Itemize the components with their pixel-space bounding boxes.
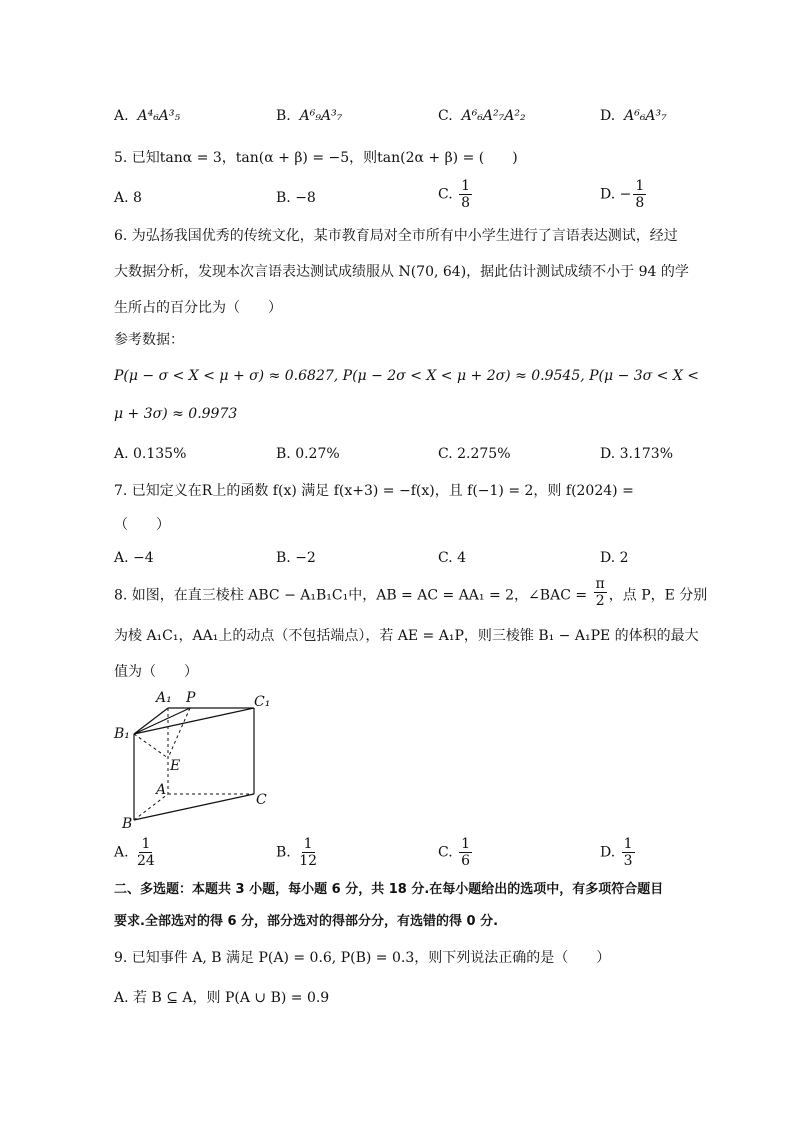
q8-option-b[interactable]: B. $\frac{1}{12}$ [276, 836, 318, 869]
angle-fraction: $\frac{\pi}{2}$ [595, 576, 605, 609]
label-a1: A₁ [156, 690, 172, 706]
q6-option-b[interactable]: B. 0.27% [276, 446, 340, 462]
q6-option-d[interactable]: D. 3.173% [600, 446, 674, 462]
q6-reference-data-1: P(μ − σ < X < μ + σ) ≈ 0.6827, P(μ − 2σ < X < μ + 2σ) ≈ 0.9545, P(μ − 3σ < X < [114, 368, 699, 384]
q8-stem-line3: 值为（ ） [114, 664, 198, 680]
q6-reference-data-2: μ + 3σ) ≈ 0.9973 [114, 406, 238, 422]
fraction: $\frac{1}{6}$ [461, 836, 471, 869]
q5-option-d[interactable]: D. − $\frac{1}{8}$ [600, 178, 645, 211]
q5-option-a[interactable]: A. 8 [114, 190, 142, 206]
label-b1: B₁ [114, 726, 130, 742]
fraction: $\frac{1}{12}$ [299, 836, 318, 869]
edge-b1-c1 [134, 708, 254, 734]
q7-option-a[interactable]: A. −4 [114, 550, 154, 566]
q8-option-a[interactable]: A. $\frac{1}{24}$ [114, 836, 155, 869]
q7-option-b[interactable]: B. −2 [276, 550, 316, 566]
q5-option-b[interactable]: B. −8 [276, 190, 316, 206]
section2-heading-line1: 二、多选题：本题共 3 小题，每小题 6 分，共 18 分.在每小题给出的选项中，有多项符合题目 [114, 882, 664, 897]
q8-stem-line1: 8. 如图，在直三棱柱 ABC − A₁B₁C₁中，AB = AC = AA₁ = 2，∠BAC = $\frac{\pi}{2}$ ，点 P，E 分别 [114, 576, 708, 609]
q4-option-a[interactable]: A. A⁴₆A³₅ [114, 108, 181, 124]
q6-option-c[interactable]: C. 2.275% [438, 446, 511, 462]
label-a: A [156, 782, 167, 798]
fraction: $\frac{1}{3}$ [623, 836, 633, 869]
fraction: $\frac{1}{24}$ [137, 836, 155, 869]
edge-b-c [134, 794, 254, 820]
q7-option-d[interactable]: D. 2 [600, 550, 629, 566]
label-p: P [186, 690, 196, 706]
fraction: $\frac{1}{8}$ [635, 178, 645, 211]
q4-option-d[interactable]: D. A⁶₆A³₇ [600, 108, 667, 124]
edge-p-e-hidden [168, 708, 190, 758]
q9-option-a[interactable]: A. 若 B ⊆ A，则 P(A ∪ B) = 0.9 [114, 990, 330, 1006]
label-c: C [256, 792, 267, 808]
prism-figure [110, 688, 280, 828]
q6-stem-line3: 生所占的百分比为（ ） [114, 300, 282, 316]
q8-stem-line2: 为棱 A₁C₁，AA₁上的动点（不包括端点），若 AE = A₁P，则三棱锥 B₁ − A₁PE 的体积的最大 [114, 628, 699, 644]
q6-reference-label: 参考数据： [114, 332, 184, 348]
q7-option-c[interactable]: C. 4 [438, 550, 467, 566]
label-e: E [170, 758, 181, 774]
section2-heading-line2: 要求.全部选对的得 6 分，部分选对的得部分分，有选错的得 0 分. [114, 914, 499, 929]
q6-stem-line2: 大数据分析，发现本次言语表达测试成绩服从 N(70, 64)，据此估计测试成绩不小于 94 的学 [114, 264, 689, 280]
q6-stem-line1: 6. 为弘扬我国优秀的传统文化，某市教育局对全市所有中小学生进行了言语表达测试，经过 [114, 228, 678, 244]
q7-stem-line2: （ ） [114, 517, 170, 533]
q4-option-c[interactable]: C. A⁶₆A²₇A²₂ [438, 108, 526, 124]
q7-stem-line1: 7. 已知定义在R上的函数 f(x) 满足 f(x+3) = −f(x)，且 f(−1) = 2，则 f(2024) = [114, 483, 634, 499]
q9-stem: 9. 已知事件 A, B 满足 P(A) = 0.6, P(B) = 0.3，则下列说法正确的是（ ） [114, 950, 611, 966]
q6-option-a[interactable]: A. 0.135% [114, 446, 187, 462]
edge-b1-e-hidden [134, 734, 168, 758]
fraction: $\frac{1}{8}$ [461, 178, 471, 211]
q5-stem: 5. 已知tanα = 3，tan(α + β) = −5，则tan(2α + β) = ( ) [114, 150, 518, 166]
label-c1: C₁ [254, 694, 271, 710]
label-b: B [122, 816, 133, 828]
q8-option-d[interactable]: D. $\frac{1}{3}$ [600, 836, 633, 869]
q5-option-c[interactable]: C. $\frac{1}{8}$ [438, 178, 471, 211]
q8-option-c[interactable]: C. $\frac{1}{6}$ [438, 836, 471, 869]
q4-option-b[interactable]: B. A⁶₉A³₇ [276, 108, 343, 124]
